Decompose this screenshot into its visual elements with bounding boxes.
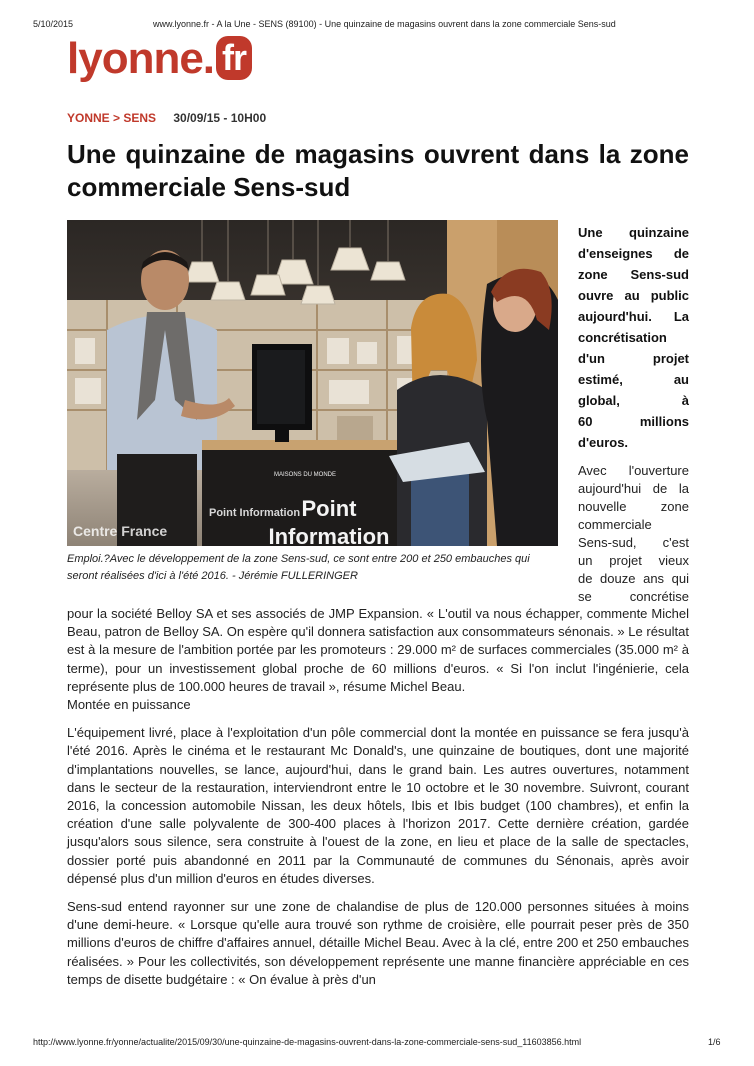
photo-caption: Emploi.?Avec le développement de la zone Sens-sud, ce sont entre 200 et 250 embauches qui seront réalisées d'ici à l'été 2016. - Jérémie FULLERINGER [67,553,530,582]
article-side-text [578,462,689,606]
sign-side: Point Information [209,507,301,519]
body-paragraph: pour la société Belloy SA et ses associés de JMP Expansion. « L'outil va nous échapper, commente Michel Beau, patron de Belloy SA. On espère qu'il donnera satisfaction aux consommateurs sénonais. » Le résultat est à la mesure de l'ambition portée par les promoteurs : 29.000 m² de surfaces commerciales (35.000 m² à terme), pour un investissement global proche de 60 millions d'euros. « Si l'on inclut l'ingénierie, cela représente plus de 100.000 heures de travail », résume Michel Beau. [67,606,689,694]
lead-line: ouvre au public [578,288,689,303]
lead-line: Une quinzaine [578,225,689,240]
side-line: un projet vieux [578,553,689,568]
print-url: http://www.lyonne.fr/yonne/actualite/2015/09/30/une-quinzaine-de-magasins-ouvrent-dans-la-zone-commerciale-sens-sud_11603856.html [33,1037,582,1047]
lead-line: zone Sens-sud [578,267,689,282]
body-paragraph: L'équipement livré, place à l'exploitation d'un pôle commercial dont la montée en puissance se fera jusqu'à l'été 2016. Après le cinéma et le restaurant Mc Donald's, une quinzaine de boutiques, dont une majorité d'implantations nouvelles, se lance, aujourd'hui, dans le grand bain. Les autres ouvertures, notamment dans le secteur de la restauration, interviendront entre le 10 octobre et le 30 novembre. Suivront, courant 2016, la concession automobile Nissan, les deux hôtels, Ibis et Ibis budget (100 chambres), et enfin la création d'une salle polyvalente de 300-400 places à l'horizon 2017. Cette dernière création, gardée jusqu'alors sous silence, sera construite à l'ouest de la zone, en lieu et place de la salle de spectacles, dossier porté puis abandonné en 2011 par la Communauté de communes du Sénonais, après avoir dépensé plus d'un million d'euros en études diverses. [67,725,689,886]
lead-line: global, à [578,393,689,408]
lead-line: concrétisation [578,330,667,345]
logo-suffix: fr [216,36,252,80]
article-subhead: Montée en puissance [67,697,191,713]
article-headline: Une quinzaine de magasins ouvrent dans la zone commerciale Sens-sud [67,139,689,202]
print-page-title: www.lyonne.fr - A la Une - SENS (89100) - Une quinzaine de magasins ouvrent dans la zone commerciale Sens-sud [153,19,616,29]
lead-line: d'un projet [578,351,689,366]
lead-line: 60 millions [578,414,689,429]
side-line: nouvelle zone [578,499,689,514]
logo-main: lyonne. [67,34,215,83]
site-logo[interactable] [67,34,277,90]
sign-text-1: Point [301,496,357,521]
sign-brand: MAISONS DU MONDE [273,472,337,478]
body-paragraph: Sens-sud entend rayonner sur une zone de chalandise de plus de 120.000 personnes situées à moins d'une demi-heure. « Lorsque qu'elle aura trouvé son rythme de croisière, elle pourrait peser près de 350 millions d'euros de chiffre d'affaires annuel, détaille Michel Beau. Avec à la clé, entre 200 et 250 embauches réalisées. » Pour les collectivités, son développement représente une manne financière appréciable en ces temps de disette budgétaire : « On évalue à près d'un [67,899,689,987]
print-page-number: 1/6 [708,1037,721,1047]
publish-date: 30/09/15 - 10H00 [173,111,267,125]
lead-line: d'enseignes de [578,246,689,261]
breadcrumb[interactable]: YONNE > SENS [67,111,157,125]
sign-text-2: Information [268,524,390,546]
article-meta [67,111,266,125]
lead-line: d'euros. [578,435,629,450]
side-line: Sens-sud, c'est [578,535,689,550]
side-line: Avec l'ouverture [578,463,689,478]
side-line: aujourd'hui de la [578,481,689,496]
side-line: se concrétise [578,589,689,604]
print-date: 5/10/2015 [33,19,74,29]
side-line: commerciale [578,517,652,532]
side-line: de douze ans qui [578,571,689,586]
lead-line: estimé, au [578,372,689,387]
photo-watermark: Centre France [73,523,168,539]
article-body [67,605,689,999]
article-lead [578,222,689,453]
lead-line: aujourd'hui. La [578,309,689,324]
article-photo [67,220,558,546]
